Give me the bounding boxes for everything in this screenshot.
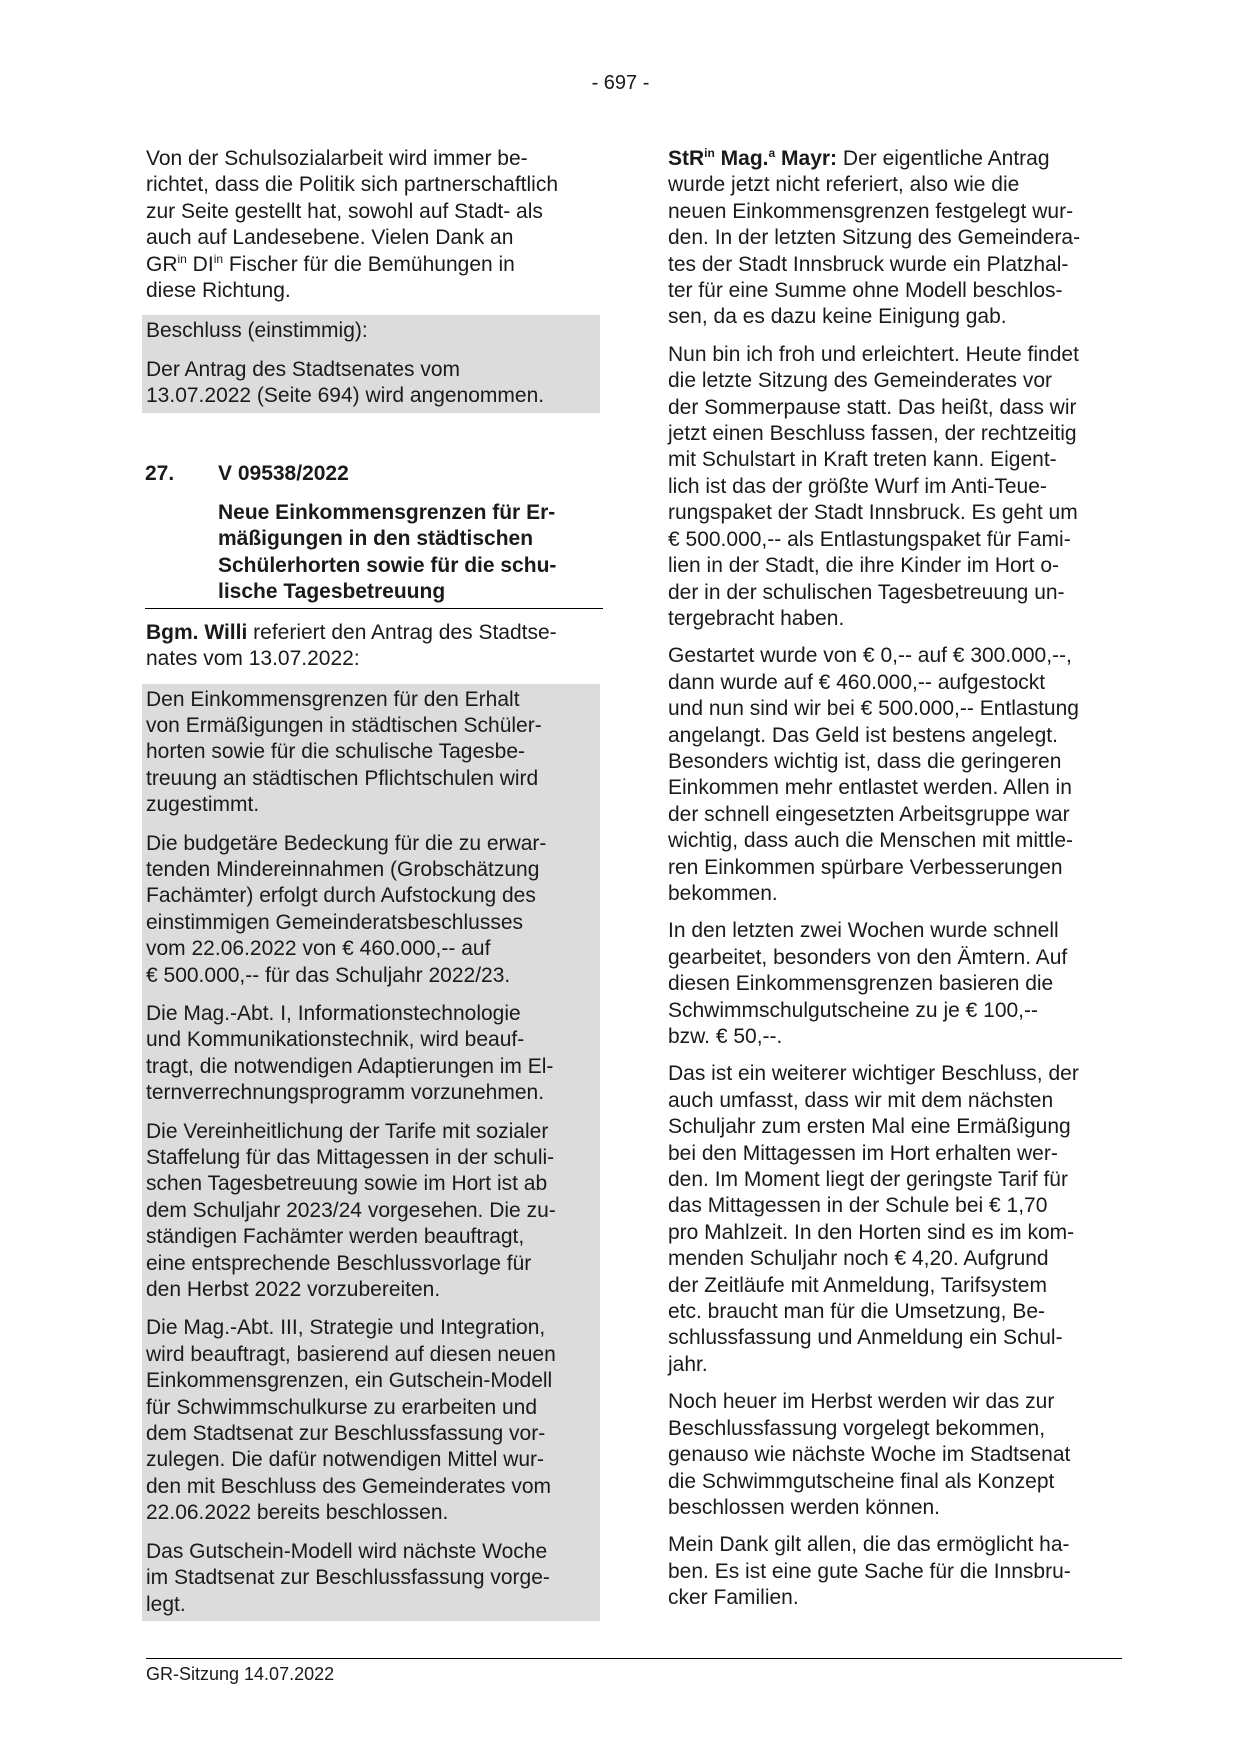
motion-paragraph: Das Gutschein-Modell wird nächste Woche im Stadtsenat zur Beschlussfassung vorge- legt. <box>146 1539 550 1616</box>
resolution-label: Beschluss (einstimmig): <box>146 319 368 343</box>
right-column <box>668 146 1120 1623</box>
footer-text: GR-Sitzung 14.07.2022 <box>146 1664 335 1684</box>
speaker-label: StR$^{in}$ Mag.$^a$ Mayr: <box>668 146 838 170</box>
left-column <box>146 146 600 1621</box>
body-paragraph: Noch heuer im Herbst werden wir das zur Beschlussfassung vorgelegt bekommen, genauso wie nächste Woche im Stadtsenat die Schwimmgutscheine final als Konzept beschlossen werden können. <box>668 1390 1071 1519</box>
resolution-box <box>142 315 600 412</box>
footer-divider <box>146 1658 1122 1659</box>
page-number: - 697 - <box>591 72 650 94</box>
motion-paragraph: Die Mag.-Abt. III, Strategie und Integration, wird beauftragt, basierend auf diesen neuen Einkommensgrenzen, ein Gutschein-Modell für Schwimmschulkurse zu erarbeiten und dem Stadtsenat zur Beschlussfassung vor- zulegen. Die dafür notwendigen Mittel wur- den mit Beschluss des Gemeinderates vom 22.06.2022 bereits beschlossen. <box>146 1316 556 1525</box>
motion-paragraph: Die Vereinheitlichung der Tarife mit sozialer Staffelung für das Mittagessen in der schuli- schen Tagesbetreuung sowie im Hort ist ab dem Schuljahr 2023/24 vorgesehen. Die zu- ständigen Fachämter werden beauftragt, eine entsprechende Beschlussvorlage für den Herbst 2022 vorzubereiten. <box>146 1119 556 1302</box>
body-paragraph: In den letzten zwei Wochen wurde schnell gearbeitet, besonders von den Ämtern. Auf diesen Einkommensgrenzen basieren die Schwimmschulgutscheine zu je € 100,-- bzw. € 50,--. <box>668 919 1068 1048</box>
agenda-item-number: 27. <box>145 461 175 485</box>
resolution-text: Der Antrag des Stadtsenates vom 13.07.2022 (Seite 694) wird angenommen. <box>146 357 545 408</box>
agenda-item-code: V 09538/2022 <box>218 461 349 485</box>
agenda-item-title: Neue Einkommensgrenzen für Er- mäßigungen in den städtischen Schülerhorten sowie für die schu- lische Tagesbetreuung <box>218 501 557 604</box>
agenda-item-heading <box>145 461 603 609</box>
motion-paragraph: Den Einkommensgrenzen für den Erhalt von Ermäßigungen in städtischen Schüler- horten sowie für die schulische Tagesbe- treuung an städtischen Pflichtschulen wird zugestimmt. <box>146 687 542 817</box>
intro-paragraph: Von der Schulsozialarbeit wird immer be- richtet, dass die Politik sich partnerschaftlich zur Seite gestellt hat, sowohl auf Stadt- als auch auf Landesebene. Vielen Dank an $GR^{in}$ $DI^{in}$ Fischer für die Bemühungen in diese Richtung. <box>146 147 559 303</box>
body-paragraph: Das ist ein weiterer wichtiger Beschluss, der auch umfasst, dass wir mit dem nächsten Schuljahr zum ersten Mal eine Ermäßigung bei den Mittagessen im Hort erhalten wer- den. Im Moment liegt der geringste Tarif für das Mittagessen in der Schule bei € 1,70 pro Mahlzeit. In den Horten sind es im kom- menden Schuljahr noch € 4,20. Aufgrund der Zeitläufe mit Anmeldung, Tarifsystem etc. braucht man für die Umsetzung, Be- schlussfassung und Anmeldung ein Schul- jahr. <box>668 1062 1079 1376</box>
body-paragraph: Mein Dank gilt allen, die das ermöglicht ha- ben. Es ist eine gute Sache für die Innsbru- cker Familien. <box>668 1533 1071 1610</box>
motion-paragraph: Die budgetäre Bedeckung für die zu erwar- tenden Mindereinnahmen (Grobschätzung Fachämter) erfolgt durch Aufstockung des einstimmigen Gemeinderatsbeschlusses vom 22.06.2022 von € 460.000,-- auf € 500.000,-- für das Schuljahr 2022/23. <box>146 831 547 987</box>
speaker-name: Bgm. Willi <box>146 620 248 644</box>
speaker-statement: StR$^{in}$ Mag.$^a$ Mayr: Der eigentliche Antrag wurde jetzt nicht referiert, also wie die neuen Einkommensgrenzen festgelegt wur- den. In der letzten Sitzung des Gemeindera- tes der Stadt Innsbruck wurde ein Platzhal- ter für eine Summe ohne Modell beschlos- sen, da es dazu keine Einigung gab. <box>668 146 1081 329</box>
motion-box <box>142 684 600 1621</box>
motion-paragraph: Die Mag.-Abt. I, Informationstechnologie und Kommunikationstechnik, wird beauf- tragt, die notwendigen Adaptierungen im El- ternverrechnungsprogramm vorzunehmen. <box>146 1001 554 1105</box>
body-paragraph: Nun bin ich froh und erleichtert. Heute findet die letzte Sitzung des Gemeinderates vor der Sommerpause statt. Das heißt, dass wir jetzt einen Beschluss fassen, der rechtzeitig mit Schulstart in Kraft treten kann. Eigent- lich ist das der größte Wurf im Anti-Teue- rungspaket der Stadt Innsbruck. Es geht um € 500.000,-- als Entlastungspaket für Fami- lien in der Stadt, die ihre Kinder im Hort o- der in der schulischen Tagesbetreuung un- tergebracht haben. <box>668 342 1079 630</box>
body-paragraph: Gestartet wurde von € 0,-- auf € 300.000,--, dann wurde auf € 460.000,-- aufgestockt und nun sind wir bei € 500.000,-- Entlastung angelangt. Das Geld ist bestens angelegt. Besonders wichtig ist, dass die geringeren Einkommen mehr entlastet werden. Allen in der schnell eingesetzten Arbeitsgruppe war wichtig, dass auch die Menschen mit mittle- ren Einkommen spürbare Verbesserungen bekommen. <box>668 644 1079 905</box>
speaker-intro: Bgm. Willi referiert den Antrag des Stadtse- nates vom 13.07.2022: <box>146 620 557 671</box>
